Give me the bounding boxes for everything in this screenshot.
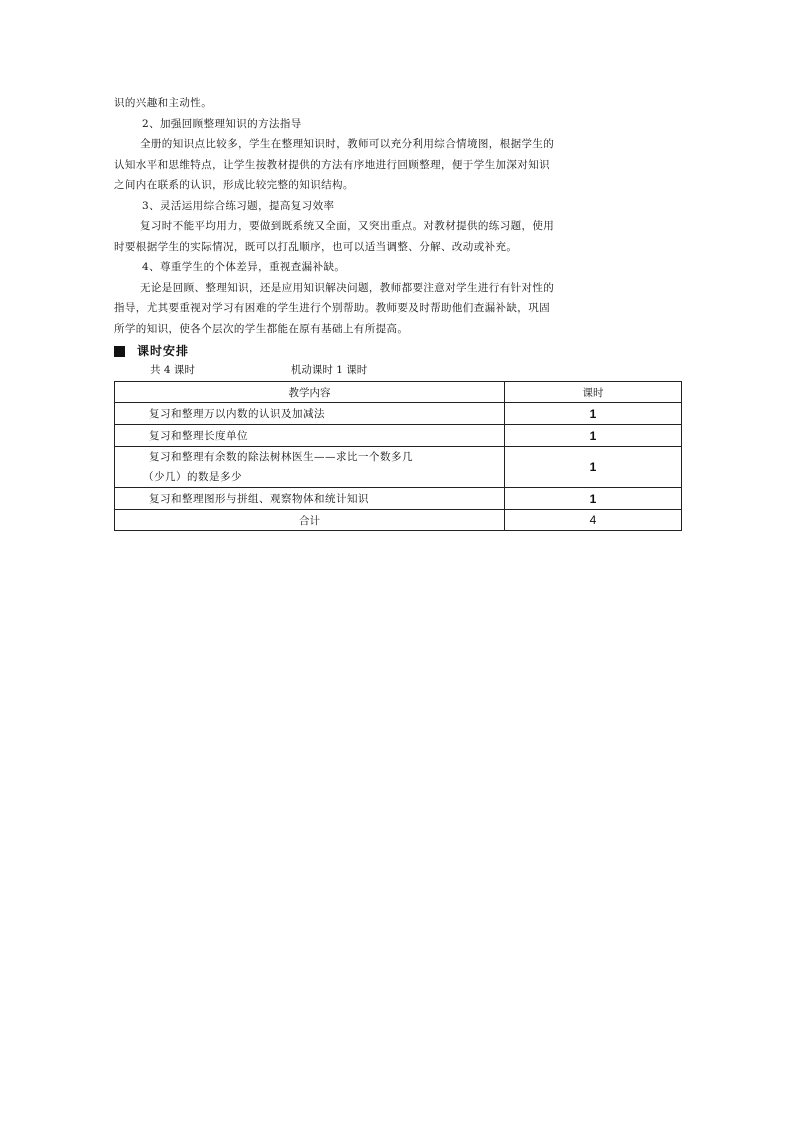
paragraph-method-line-1: 全册的知识点比较多，学生在整理知识时，教师可以充分利用综合情境图，根据学生的 [140, 138, 555, 150]
total-label: 合计 [115, 510, 505, 531]
table-row [115, 488, 682, 510]
paragraph-differences-line-1: 无论是回顾、整理知识，还是应用知识解决问题，教师都要注意对学生进行有针对性的 [140, 281, 555, 294]
paragraph-exercises-line-1: 复习时不能平均用力，要做到既系统又全面，又突出重点。对教材提供的练习题，使用 [140, 220, 555, 232]
total-hours-text: 共 4 课时 [150, 364, 195, 376]
row-hours: 1 [505, 403, 682, 425]
row-content: 复习和整理长度单位 [115, 425, 505, 447]
hours-summary [114, 361, 682, 379]
table-row [115, 403, 682, 425]
paragraph-method-line-3: 之间内在联系的认识，形成比较完整的知识结构。 [114, 179, 354, 191]
table-row [115, 425, 682, 447]
row-hours: 1 [505, 425, 682, 447]
section-title: 课时安排 [137, 344, 190, 358]
row-content-line-2: （少几）的数是多少 [143, 471, 242, 483]
row-content: 复习和整理万以内数的认识及加减法 [115, 403, 505, 425]
table-header-row [115, 382, 682, 403]
row-hours: 1 [505, 447, 682, 488]
row-content-line-1: 复习和整理有余数的除法树林医生——求比一个数多几 [149, 451, 413, 463]
heading-method-guidance: 2、加强回顾整理知识的方法指导 [142, 117, 302, 130]
schedule-table [114, 381, 682, 531]
header-hours: 课时 [505, 382, 682, 403]
paragraph-method-line-2: 认知水平和思维特点，让学生按教材提供的方法有序地进行回顾整理，便于学生加深对知识 [114, 158, 550, 171]
paragraph-continuation: 识的兴趣和主动性。 [114, 97, 213, 109]
square-bullet-icon [114, 346, 125, 357]
document-page [114, 93, 682, 531]
row-content: 复习和整理图形与拼组、观察物体和统计知识 [115, 488, 505, 510]
table-total-row [115, 510, 682, 531]
row-hours: 1 [505, 488, 682, 510]
flex-hours-text: 机动课时 1 课时 [290, 364, 368, 376]
total-value: 4 [505, 510, 682, 531]
row-content [115, 447, 505, 488]
table-row [115, 447, 682, 488]
paragraph-exercises-line-2: 时要根据学生的实际情况，既可以打乱顺序，也可以适当调整、分解、改动或补充。 [114, 240, 518, 253]
heading-exercises: 3、灵活运用综合练习题，提高复习效率 [142, 199, 335, 212]
heading-individual-differences: 4、尊重学生的个体差异，重视查漏补缺。 [142, 261, 346, 273]
header-content: 教学内容 [115, 382, 505, 403]
paragraph-differences-line-2: 指导，尤其要重视对学习有困难的学生进行个别帮助。教师要及时帮助他们查漏补缺，巩固 [114, 302, 550, 314]
section-heading-schedule [114, 341, 682, 361]
paragraph-differences-line-3: 所学的知识，使各个层次的学生都能在原有基础上有所提高。 [114, 322, 409, 335]
